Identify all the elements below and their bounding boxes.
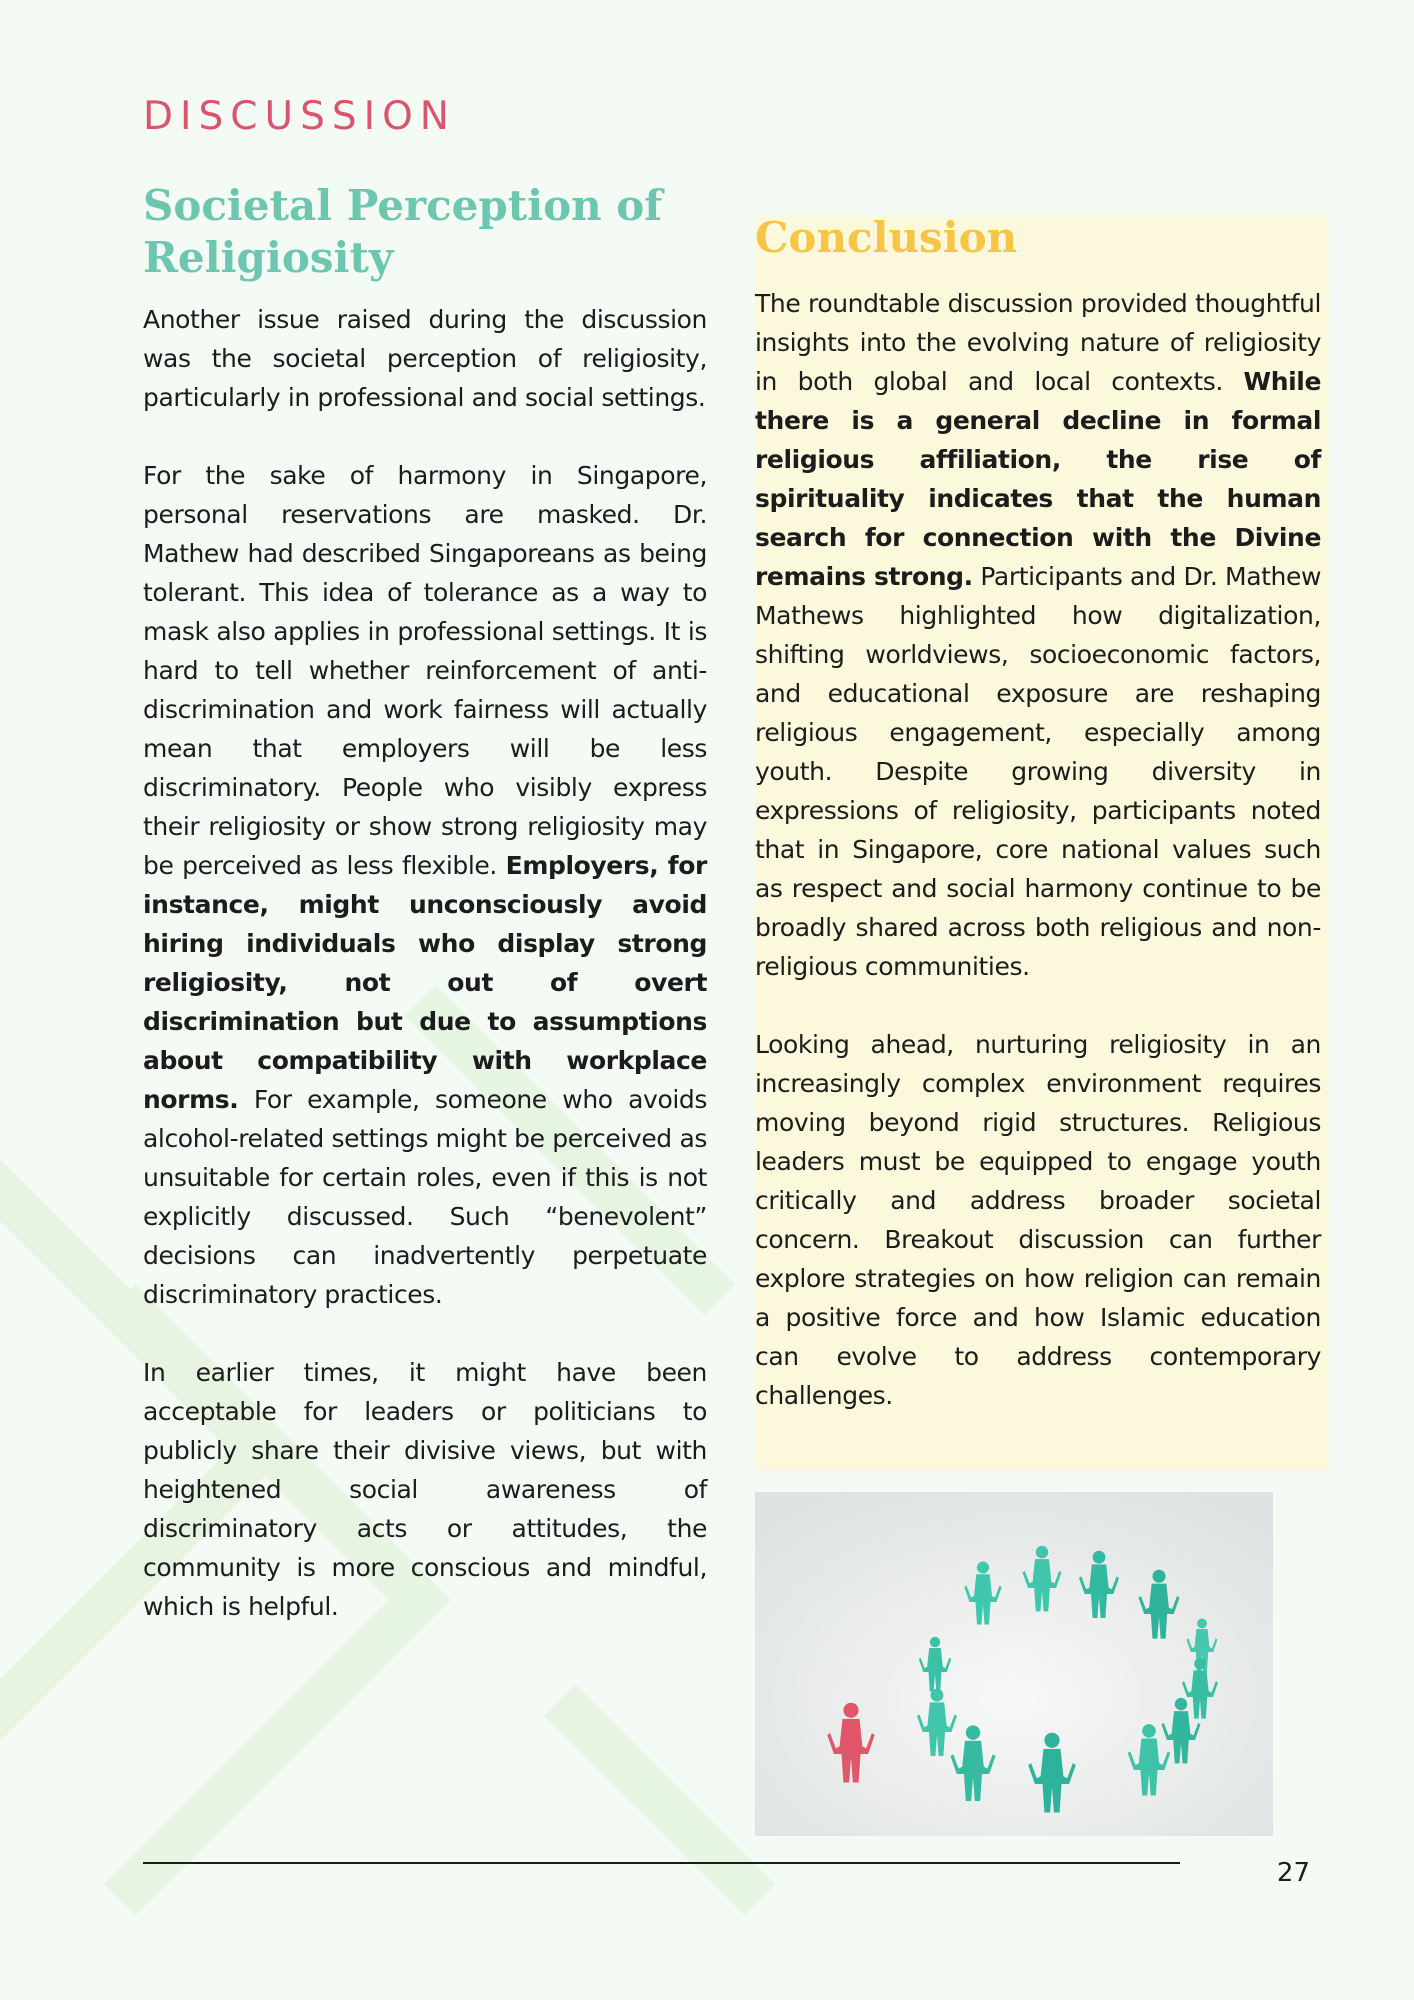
section-heading-conclusion: Conclusion bbox=[755, 213, 1018, 262]
paragraph: For the sake of harmony in Singapore, personal reservations are masked. Dr. Mathew had described Singaporeans as being tolerant. This idea of tolerance as a way to mask also applies in professional settings. It is hard to tell whether reinforcement of anti-discrimination and work fairness will actually mean that employers will be less discriminatory. People who visibly express their religiosity or show strong religiosity may be perceived as less flexible. Employers, for instance, might unconsciously avoid hiring individuals who display strong religiosity, not out of overt discrimination but due to assumptions about compatibility with workplace norms. For example, someone who avoids alcohol-related settings might be perceived as unsuitable for certain roles, even if this is not explicitly discussed. Such “benevolent” decisions can inadvertently perpetuate discriminatory practices. bbox=[143, 461, 707, 1309]
emphasis-text: Employers, for instance, might unconsciously avoid hiring individuals who display strong religiosity, not out of overt discrimination but due to assumptions about compatibility with workplace norms. bbox=[143, 851, 707, 1114]
paragraph: In earlier times, it might have been acceptable for leaders or politicians to publicly share their divisive views, but with heightened social awareness of discriminatory acts or attitudes, the community is more conscious and mindful, which is helpful. bbox=[143, 1358, 707, 1621]
footer-divider bbox=[143, 1862, 1180, 1864]
emphasis-text: While there is a general decline in formal religious affiliation, the rise of spirituality indicates that the human search for connection with the Divine remains strong. bbox=[755, 367, 1321, 591]
paragraph: Another issue raised during the discussion was the societal perception of religiosity, particularly in professional and social settings. bbox=[143, 305, 707, 412]
people-circle-figures-image bbox=[755, 1492, 1273, 1836]
section-label: DISCUSSION bbox=[143, 94, 456, 139]
page-number: 27 bbox=[1276, 1858, 1310, 1888]
left-column bbox=[143, 180, 707, 1665]
paragraph: Looking ahead, nurturing religiosity in an increasingly complex environment requires moving beyond rigid structures. Religious leaders must be equipped to engage youth critically and address broader societal concern. Breakout discussion can further explore strategies on how religion can remain a positive force and how Islamic education can evolve to address contemporary challenges. bbox=[755, 1030, 1321, 1410]
conclusion-column bbox=[755, 212, 1321, 1454]
section-heading-societal-perception: Societal Perception of Religiosity bbox=[143, 181, 663, 282]
paragraph: The roundtable discussion provided thoughtful insights into the evolving nature of religiosity in both global and local contexts. While there is a general decline in formal religious affiliation, the rise of spirituality indicates that the human search for connection with the Divine remains strong. Participants and Dr. Mathew Mathews highlighted how digitalization, shifting worldviews, socioeconomic factors, and educational exposure are reshaping religious engagement, especially among youth. Despite growing diversity in expressions of religiosity, participants noted that in Singapore, core national values such as respect and social harmony continue to be broadly shared across both religious and non-religious communities. bbox=[755, 289, 1321, 981]
